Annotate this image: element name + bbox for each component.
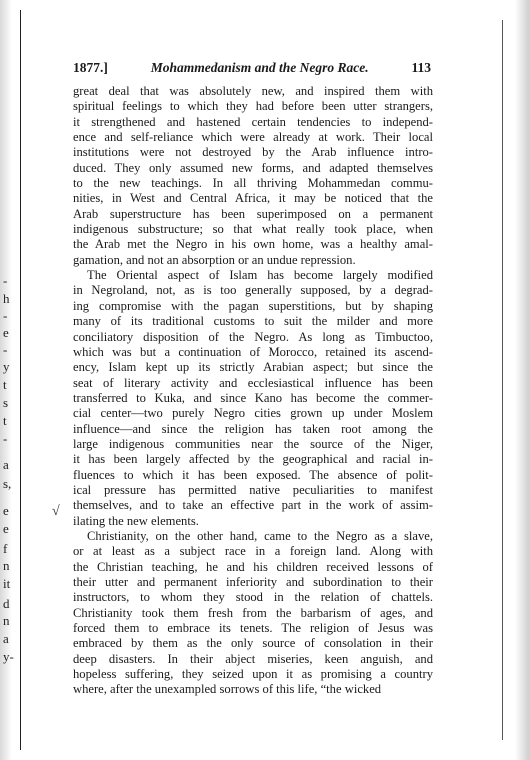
text-line: indigenous substructure; so that what really took place, when — [73, 222, 433, 237]
text-line: many of its traditional customs to suit the milder and more — [73, 314, 433, 329]
margin-fragment: it — [3, 576, 11, 591]
header-title: Mohammedanism and the Negro Race. — [150, 60, 369, 75]
text-line: ical pressure has permitted native peculiarities to manifest — [73, 482, 433, 497]
text-line: ing compromise with the pagan superstitions, but by shaping — [73, 298, 433, 313]
text-line: seat of literary activity and ecclesiastical influence has been — [73, 375, 433, 390]
margin-fragment: - — [3, 308, 8, 323]
text-line: embraced by them as the only source of consolation in their — [73, 636, 433, 651]
text-line: large indigenous communities near the source of the Niger, — [73, 436, 433, 451]
margin-fragment: n — [3, 558, 10, 573]
margin-fragment: s — [3, 395, 9, 410]
margin-fragment: - — [3, 342, 8, 357]
text-line: in Negroland, not, as is too generally supposed, by a degrad- — [73, 283, 433, 298]
text-line: duced. They only assumed new forms, and adapted themselves — [73, 160, 433, 175]
page-edge-line — [502, 20, 503, 740]
paragraph-2 — [73, 268, 433, 529]
text-line: themselves, and to take an effective part in the work of assim- — [73, 498, 433, 513]
facing-page-margin-fragments — [0, 0, 18, 760]
text-line: where, after the unexampled sorrows of this life, “the wicked — [73, 682, 382, 697]
text-line: or at least as a subject race in a foreign land. Along with — [73, 544, 433, 559]
text-line: it strengthened and hastened certain tendencies to independ- — [73, 114, 433, 129]
text-line: which was but a continuation of Morocco, retained its ascend- — [73, 344, 433, 359]
page-gutter-line — [20, 10, 21, 750]
margin-fragment: e — [3, 325, 9, 340]
margin-fragment: f — [3, 541, 8, 556]
margin-fragment: t — [3, 413, 7, 428]
margin-fragment: y — [3, 359, 10, 374]
margin-fragment: e — [3, 521, 9, 536]
paragraph-1 — [73, 84, 433, 268]
text-line: gamation, and not an absorption or an undue repression. — [73, 252, 356, 267]
text-line: influence—and since the religion has taken root among the — [73, 421, 433, 436]
header-year: 1877.] — [73, 60, 108, 75]
text-line: instructors, to whom they stood in the relation of chattels. — [73, 590, 433, 605]
text-line: the Christian teaching, he and his children received lessons of — [73, 559, 433, 574]
running-head — [73, 60, 431, 76]
scan-right-edge — [515, 0, 529, 760]
text-line: transferred to Kuka, and since Kano has become the commer- — [73, 390, 433, 405]
text-line: Arab superstructure has been superimposed on a permanent — [73, 206, 433, 221]
margin-fragment: d — [3, 596, 10, 611]
book-page — [73, 60, 433, 698]
margin-fragment: a — [3, 457, 9, 472]
text-line: The Oriental aspect of Islam has become largely modified — [87, 268, 433, 283]
text-line: fluences to which it has been exposed. The absence of polit- — [73, 467, 433, 482]
text-line: nities, in West and Central Africa, it may be noticed that the — [73, 191, 433, 206]
paragraph-3 — [73, 529, 433, 698]
text-line: Christianity, on the other hand, came to the Negro as a slave, — [87, 528, 433, 543]
margin-fragment: y- — [3, 649, 14, 664]
text-line: cial center—two purely Negro cities grown up under Moslem — [73, 406, 433, 421]
margin-fragment: - — [3, 273, 8, 288]
text-line: ilating the new elements. — [73, 513, 199, 528]
text-line: spiritual feelings to which they had before been utter strangers, — [73, 99, 433, 114]
margin-fragment: t — [3, 377, 7, 392]
margin-fragment: a — [3, 631, 9, 646]
text-line: forced them to embrace its tenets. The religion of Jesus was — [73, 621, 433, 636]
text-line: great deal that was absolutely new, and inspired them with — [73, 84, 433, 98]
page-number: 113 — [411, 60, 431, 75]
check-mark-annotation: √ — [52, 504, 60, 519]
text-line: hopeless suffering, they seized upon it as promising a country — [73, 667, 433, 682]
text-line: ency, Islam kept up its strictly Arabian aspect; but since the — [73, 360, 433, 375]
margin-fragment: h — [3, 291, 10, 306]
text-line: conciliatory disposition of the Negro. As long as Timbuctoo, — [73, 329, 433, 344]
text-line: ence and self-reliance which were already at work. Their local — [73, 130, 433, 145]
text-line: deep disasters. In their abject miseries, keen anguish, and — [73, 651, 433, 666]
text-line: their utter and permanent inferiority and subordination to their — [73, 575, 433, 589]
text-line: institutions were not destroyed by the Arab influence intro- — [73, 145, 433, 160]
text-line: Christianity took them fresh from the barbarism of ages, and — [73, 605, 433, 620]
text-line: to the new teachings. In all thriving Mohammedan commu- — [73, 176, 433, 191]
text-line: the Arab met the Negro in his own home, was a healthy amal- — [73, 237, 433, 252]
margin-fragment: - — [3, 431, 8, 446]
margin-fragment: s, — [3, 476, 12, 491]
text-line: it has been largely affected by the geographical and racial in- — [73, 452, 433, 467]
margin-fragment: e — [3, 503, 9, 518]
margin-fragment: n — [3, 613, 10, 628]
